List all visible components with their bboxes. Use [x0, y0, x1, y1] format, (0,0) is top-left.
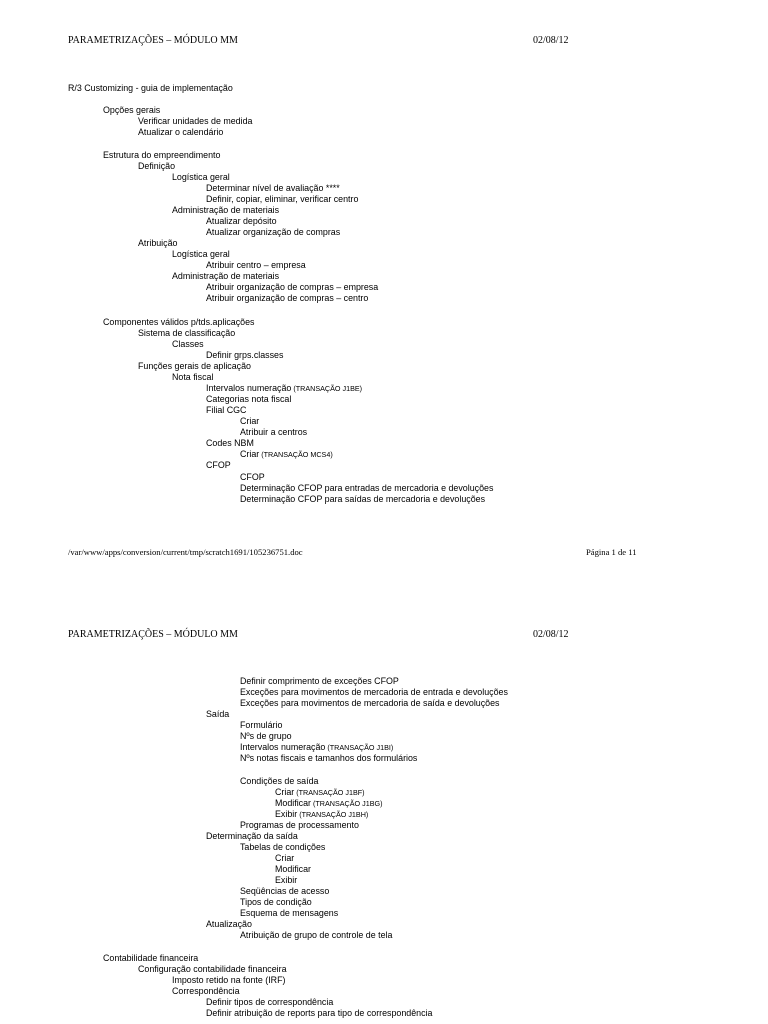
- page-header-date: 02/08/12: [533, 629, 569, 640]
- outline-item-text: Modificar: [275, 798, 312, 808]
- outline-item-text: Exceções para movimentos de mercadoria de entrada e devoluções: [240, 687, 508, 697]
- outline-item-text: Configuração contabilidade financeira: [138, 964, 287, 974]
- outline-item-text: Atualizar depósito: [206, 216, 277, 226]
- outline-item: [275, 853, 294, 864]
- outline-item: [275, 864, 311, 875]
- outline-item-text: Contabilidade financeira: [103, 953, 199, 963]
- page-header-date: 02/08/12: [533, 35, 569, 46]
- outline-item: [240, 731, 292, 742]
- outline-item: [206, 919, 252, 930]
- transaction-code: (TRANSAÇÃO J1BG): [311, 799, 383, 808]
- outline-item-text: Formulário: [240, 720, 283, 730]
- outline-item-text: Opções gerais: [103, 105, 161, 115]
- outline-item-text: Definir comprimento de exceções CFOP: [240, 676, 399, 686]
- outline-item-text: Sistema de classificação: [138, 328, 236, 338]
- transaction-code: (TRANSAÇÃO J1BI): [325, 743, 394, 752]
- outline-item-text: Codes NBM: [206, 438, 254, 448]
- outline-item-text: Exibir: [275, 875, 298, 885]
- page-footer-path: /var/www/apps/conversion/current/tmp/scratch1691/105236751.doc: [68, 547, 303, 557]
- page-header-title: PARAMETRIZAÇÕES – MÓDULO MM: [68, 35, 238, 46]
- outline-item-text: Atribuir organização de compras – centro: [206, 293, 369, 303]
- outline-item: [240, 720, 282, 731]
- outline-item: [138, 964, 287, 975]
- outline-item: [275, 875, 297, 886]
- outline-item-text: Programas de processamento: [240, 820, 359, 830]
- outline-item: [240, 776, 318, 787]
- outline-item-text: Definir atribuição de reports para tipo de correspondência: [206, 1008, 433, 1018]
- outline-item: [240, 753, 417, 764]
- outline-item: [172, 975, 285, 986]
- outline-item-text: Determinação CFOP para entradas de mercadoria e devoluções: [240, 483, 494, 493]
- outline-item-text: Funções gerais de aplicação: [138, 361, 251, 371]
- outline-item-text: Definir tipos de correspondência: [206, 997, 334, 1007]
- outline-item-text: Tabelas de condições: [240, 842, 326, 852]
- outline-item-text: Logística geral: [172, 249, 230, 259]
- outline-item: [240, 742, 393, 753]
- outline-item: [240, 820, 359, 831]
- outline-item-text: Definir, copiar, eliminar, verificar centro: [206, 194, 359, 204]
- outline-item: [240, 676, 399, 687]
- page-footer-number: Página 1 de 11: [586, 547, 637, 557]
- outline-item-text: Condições de saída: [240, 776, 319, 786]
- outline-item-text: Classes: [172, 339, 204, 349]
- outline-item-text: Nota fiscal: [172, 372, 214, 382]
- outline-item-text: Verificar unidades de medida: [138, 116, 253, 126]
- outline-item-text: R/3 Customizing - guia de implementação: [68, 83, 233, 93]
- outline-item-text: Exibir: [275, 809, 298, 819]
- outline-item: [275, 787, 365, 798]
- outline-item-text: Nºs notas fiscais e tamanhos dos formulários: [240, 753, 418, 763]
- outline-item-text: Criar: [240, 449, 260, 459]
- outline-item-text: Atualização: [206, 919, 252, 929]
- outline-item: [240, 886, 329, 897]
- outline-item-text: Administração de materiais: [172, 271, 280, 281]
- outline-item: [275, 809, 368, 820]
- outline-item-text: Criar: [240, 416, 260, 426]
- outline-item-text: Atribuir centro – empresa: [206, 260, 306, 270]
- outline-item-text: Imposto retido na fonte (IRF): [172, 975, 286, 985]
- outline-item: [240, 842, 325, 853]
- outline-item: [206, 709, 229, 720]
- outline-item: [240, 930, 392, 941]
- outline-item-text: CFOP: [206, 460, 231, 470]
- outline-item: [240, 687, 508, 698]
- outline-item-text: Filial CGC: [206, 405, 247, 415]
- outline-item-text: Criar: [275, 787, 295, 797]
- outline-item-text: Componentes válidos p/tds.aplicações: [103, 317, 255, 327]
- outline-item-text: Modificar: [275, 864, 312, 874]
- transaction-code: (TRANSAÇÃO J1BH): [297, 810, 369, 819]
- outline-item-text: Atribuição de grupo de controle de tela: [240, 930, 393, 940]
- outline-item-text: Estrutura do empreendimento: [103, 150, 221, 160]
- transaction-code: (TRANSAÇÃO MCS4): [259, 450, 333, 459]
- outline-item-text: Intervalos numeração: [206, 383, 292, 393]
- outline-item-text: Determinação CFOP para saídas de mercadoria e devoluções: [240, 494, 486, 504]
- outline-item-text: Esquema de mensagens: [240, 908, 339, 918]
- outline-item-text: Seqüências de acesso: [240, 886, 330, 896]
- outline-item: [172, 986, 240, 997]
- outline-item-text: Categorias nota fiscal: [206, 394, 292, 404]
- outline-item: [103, 953, 198, 964]
- outline-item: [240, 698, 500, 709]
- outline-item-text: Tipos de condição: [240, 897, 312, 907]
- outline-item-text: Definir grps.classes: [206, 350, 284, 360]
- transaction-code: (TRANSAÇÃO J1BE): [291, 384, 363, 393]
- outline-item: [206, 1008, 432, 1019]
- outline-item-text: Definição: [138, 161, 175, 171]
- outline-item-text: Atribuir a centros: [240, 427, 308, 437]
- outline-item-text: Atribuição: [138, 238, 178, 248]
- outline-item-text: Intervalos numeração: [240, 742, 326, 752]
- outline-item-text: Criar: [275, 853, 295, 863]
- outline-item-text: Administração de materiais: [172, 205, 280, 215]
- page-header-title: PARAMETRIZAÇÕES – MÓDULO MM: [68, 629, 238, 640]
- transaction-code: (TRANSAÇÃO J1BF): [294, 788, 365, 797]
- outline-item: [240, 897, 312, 908]
- outline-item-text: Determinar nível de avaliação ****: [206, 183, 340, 193]
- outline-item: [206, 831, 298, 842]
- outline-item: [240, 908, 338, 919]
- outline-item-text: Exceções para movimentos de mercadoria de saída e devoluções: [240, 698, 500, 708]
- outline-item: [275, 798, 383, 809]
- outline-item-text: Determinação da saída: [206, 831, 298, 841]
- outline-item-text: Atualizar organização de compras: [206, 227, 341, 237]
- outline-item: [206, 997, 333, 1008]
- outline-item-text: CFOP: [240, 472, 265, 482]
- outline-item-text: Nºs de grupo: [240, 731, 292, 741]
- outline-item-text: Saída: [206, 709, 230, 719]
- outline-item-text: Correspondência: [172, 986, 240, 996]
- outline-item-text: Atribuir organização de compras – empresa: [206, 282, 379, 292]
- outline-item-text: Logística geral: [172, 172, 230, 182]
- outline-item-text: Atualizar o calendário: [138, 127, 224, 137]
